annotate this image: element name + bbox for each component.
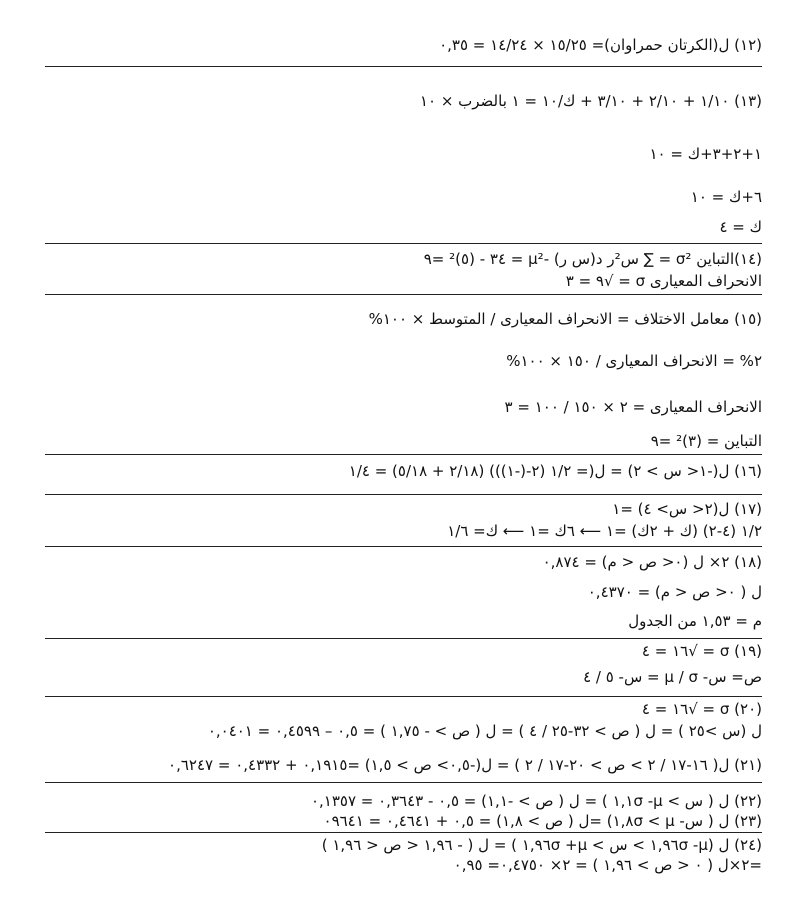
problem-17-step: ١/٢ (٤-٢) (ك + ٢ك) =١ ⟵ ٦ك =١ ⟵ ك= ١/٦ (447, 522, 762, 540)
problem-14-step: الانحراف المعيارى σ = √٩ = ٣ (565, 272, 762, 290)
divider (45, 546, 762, 547)
divider (45, 454, 762, 455)
problem-20-line: (٢٠) σ = √١٦ = ٤ (641, 700, 762, 718)
problem-13-step: ك = ٤ (719, 218, 762, 236)
divider (45, 494, 762, 495)
divider (45, 66, 762, 67)
problem-15-step: ٢% = الانحراف المعيارى / ١٥٠ × ١٠٠% (506, 352, 762, 370)
problem-22-line: (٢٢) ل ( س > μ- ١,١σ ) = ل ( ص > -١,١) = ٠,٥ - ٠,٣٦٤٣ = ٠,١٣٥٧ (310, 792, 762, 810)
problem-15-step: الانحراف المعيارى = ٢ × ١٥٠ / ١٠٠ = ٣ (504, 398, 762, 416)
problem-18-line: (١٨) ٢× ل (٠< ص < م) = ٠,٨٧٤ (542, 553, 762, 571)
problem-13-line: (١٣) ١/١٠ + ٢/١٠ + ٣/١٠ + ك/١٠ = ١ بالضرب × ١٠ (419, 92, 762, 110)
divider (45, 638, 762, 639)
problem-16-line: (١٦) ل(-١< س > ٢) = ل(= ١/٢ (٢-(-١))) (٢/١٨ + ٥/١٨) = ١/٤ (348, 462, 762, 480)
divider (45, 294, 762, 295)
divider (45, 832, 762, 833)
problem-19-step: ص= س- μ / σ = س- ٥ / ٤ (583, 668, 762, 686)
problem-23-line: (٢٣) ل ( س- μ > ١,٨σ) =ل ( ص > ١,٨) = ٠,٥ + ٠,٤٦٤١ = ٠٩٦٤١ (323, 812, 762, 830)
problem-15-step: التباين = (٣)² =٩ (650, 432, 762, 450)
problem-19-line: (١٩) σ = √١٦ = ٤ (641, 642, 762, 660)
problem-24-step: =٢×ل ( ٠ < ص > ١,٩٦ ) = ٢× ٠,٤٧٥٠= ٠,٩٥ (453, 856, 762, 874)
problem-12-line: (١٢) ل(الكرتان حمراوان)= ١٥/٢٥ × ١٤/٢٤ = ٠,٣٥ (439, 36, 762, 54)
problem-15-line: (١٥) معامل الاختلاف = الانحراف المعيارى / المتوسط × ١٠٠% (368, 310, 762, 328)
problem-20-step: ل (س >٢٥ ) = ل ( ص > ٣٢-٢٥ / ٤ ) = ل ( ص > - ١,٧٥ ) = ٠,٥ – ٠,٤٥٩٩ = ٠,٠٤٠١ (207, 722, 762, 740)
problem-18-step: ل ( ٠< ص < م) = ٠,٤٣٧٠ (587, 583, 762, 601)
problem-17-line: (١٧) ل(٢< س> ٤) =١ (612, 500, 762, 518)
divider (45, 696, 762, 697)
problem-24-line: (٢٤) ل (μ- ١,٩٦σ > س > μ+ ١,٩٦σ ) = ل ( - ١,٩٦ < ص < ١,٩٦ ) (321, 836, 762, 854)
problem-14-line: (١٤)التباين σ² = ∑ س²ر د(س ر) -μ² = ٣٤ - (٥)² =٩ (423, 250, 762, 268)
problem-21-line: (٢١) ل( ١٦-١٧ / ٢ > ص > ٢٠-١٧ / ٢ ) = ل(-٠,٥> ص > ١,٥) =٠,١٩١٥ + ٠,٤٣٣٢ = ٠,٦٢٤٧ (168, 756, 762, 774)
problem-13-step: ٦+ك = ١٠ (690, 188, 762, 206)
problem-18-step: م = ١,٥٣ من الجدول (628, 612, 762, 630)
divider (45, 782, 762, 783)
problem-13-step: ١+٢+٣+ك = ١٠ (649, 145, 762, 163)
divider (45, 243, 762, 244)
